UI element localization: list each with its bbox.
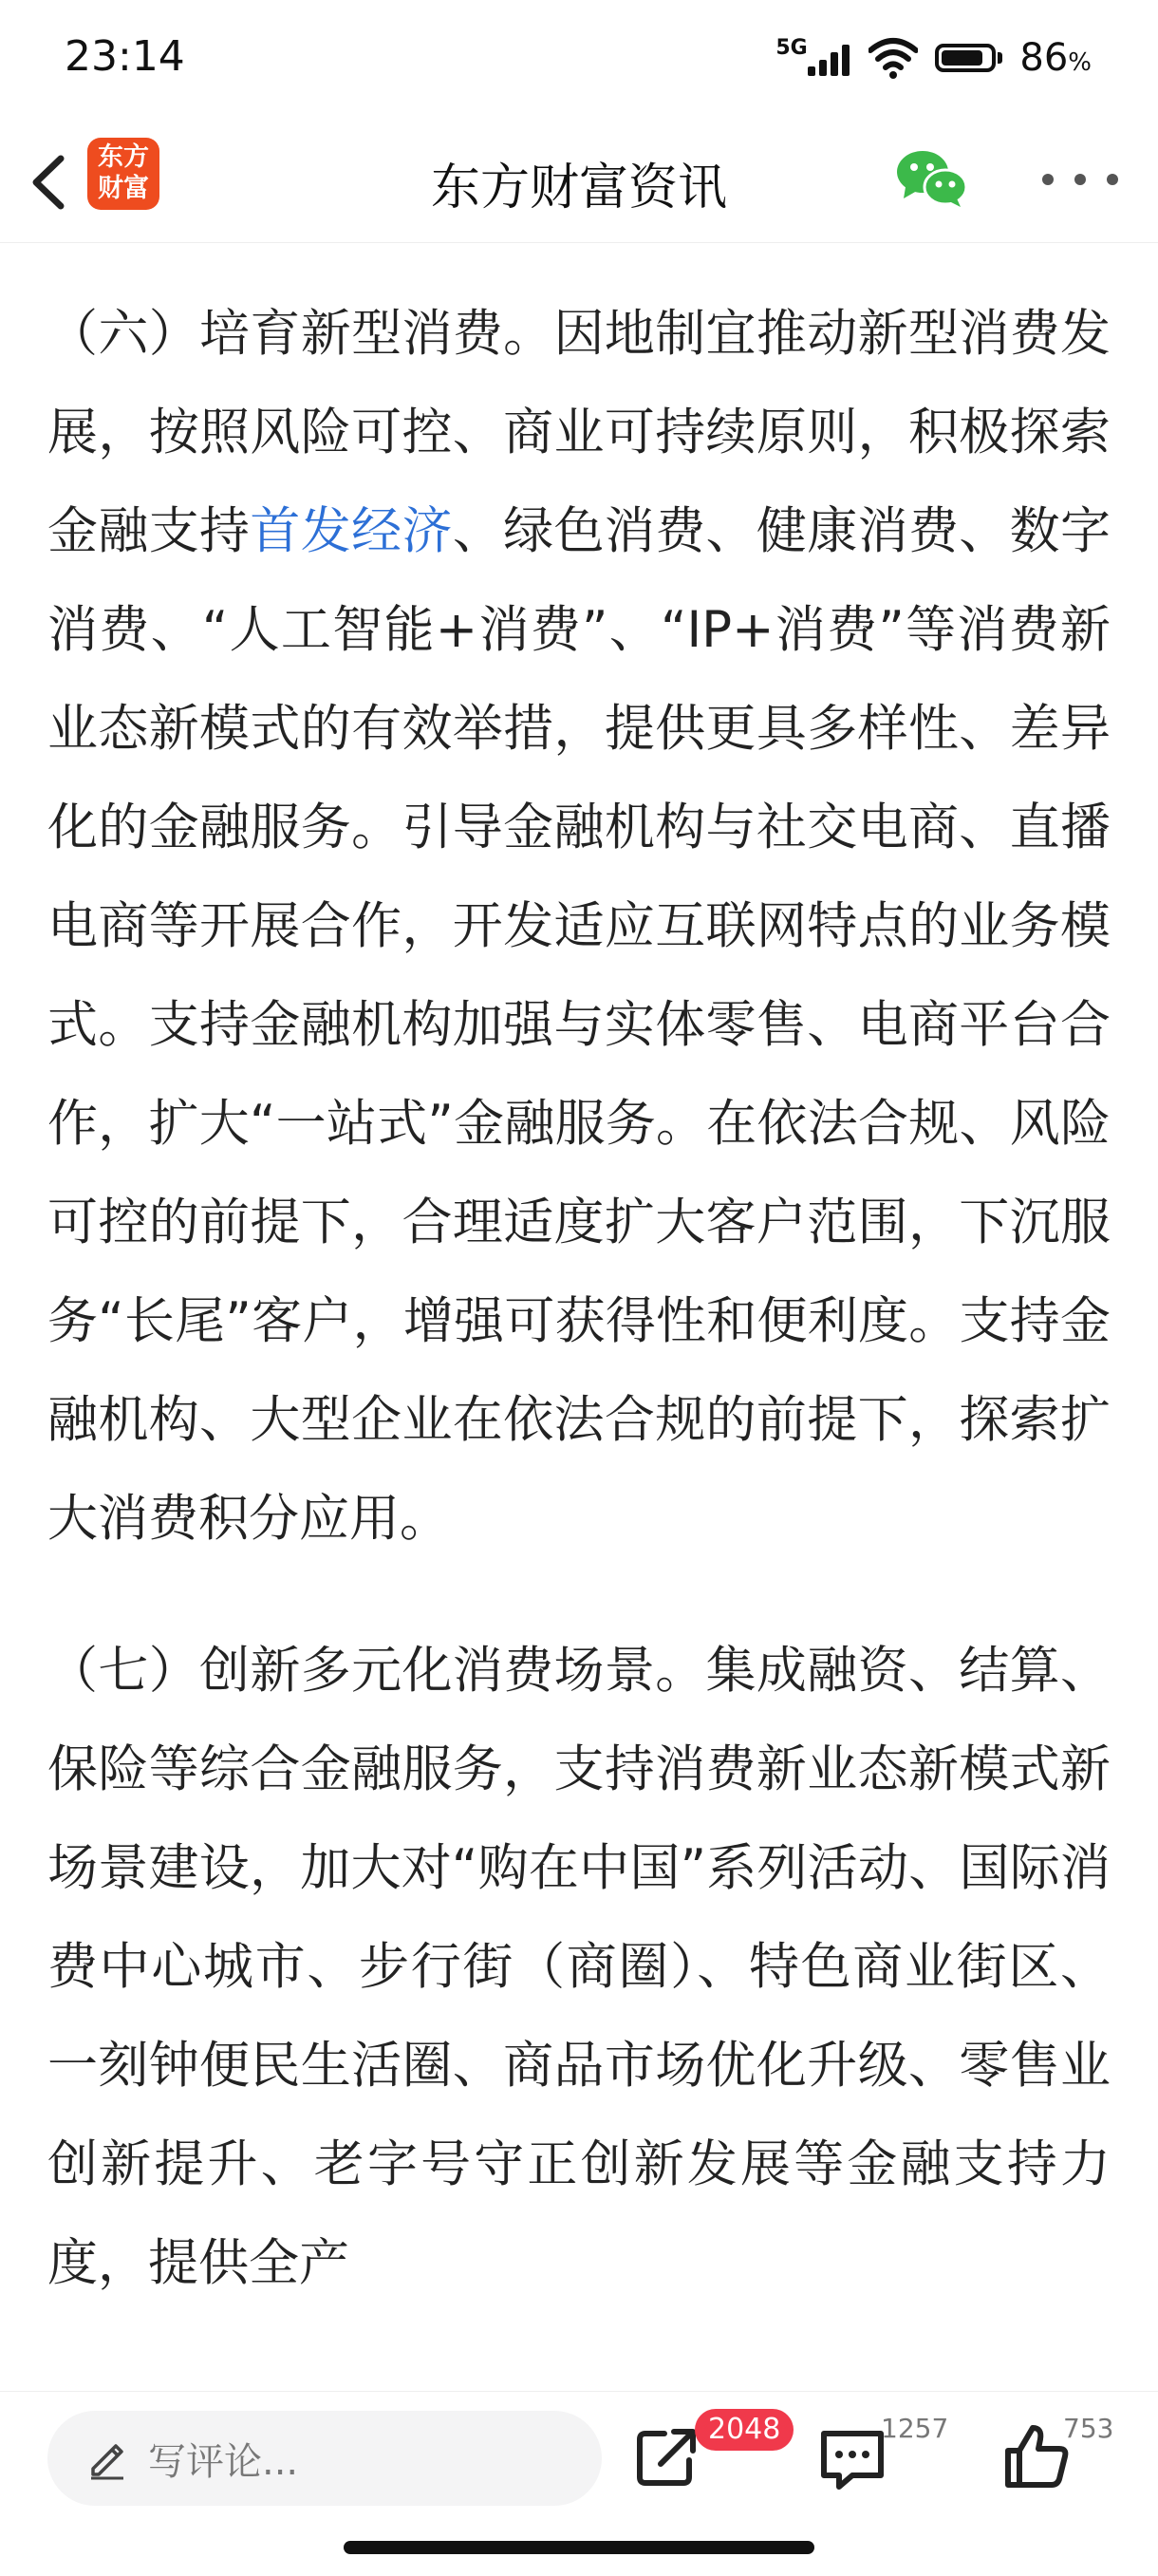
comment-input[interactable] [47,2411,602,2506]
status-time: 23:14 [65,32,185,81]
comment-icon[interactable] [814,2418,890,2494]
page-title: 东方财富资讯 [430,160,727,216]
wifi-icon [868,37,918,79]
more-options-icon[interactable] [1042,160,1118,198]
app-header [0,119,1158,243]
home-indicator[interactable] [344,2541,814,2554]
network-type: 5G [775,36,808,60]
cellular-signal-icon [775,36,851,80]
eastmoney-logo: 东方 财富 [87,138,159,210]
comment-placeholder: 写评论... [148,2439,299,2484]
battery-percent: 86% [1019,36,1092,80]
wechat-share-icon[interactable] [894,147,968,210]
status-bar [0,0,1158,119]
article-paragraph: （七）创新多元化消费场景。集成融资、结算、保险等综合金融服务，支持消费新业态新模式新场景建设，加大对“购在中国”系列活动、国际消费中心城市、步行街（商圈）、特色商业街区、一刻钟便民生活圈、商品市场优化升级、零售业创新提升、老字号守正创新发展等金融支持力度，提供全产 [47,1642,1111,2292]
keyword-link[interactable]: 首发经济 [250,502,453,560]
article-body [47,285,1111,2393]
share-count-badge: 2048 [695,2409,794,2451]
article-paragraph: （六）培育新型消费。因地制宜推动新型消费发展，按照风险可控、商业可持续原则，积极探索金融支持首发经济、绿色消费、健康消费、数字消费、“人工智能+消费”、“IP+消费”等消费新业态新模式的有效举措，提供更具多样性、差异化的金融服务。引导金融机构与社交电商、直播电商等开展合作，开发适应互联网特点的业务模式。支持金融机构加强与实体零售、电商平台合作，扩大“一站式”金融服务。在依法合规、风险可控的前提下，合理适度扩大客户范围，下沉服务“长尾”客户，增强可获得性和便利度。支持金融机构、大型企业在依法合规的前提下，探索扩大消费积分应用。 [47,305,1111,1548]
status-icons [775,34,1092,82]
like-count: 753 [1063,2413,1114,2444]
pencil-icon [85,2436,129,2480]
battery-icon [935,44,1002,72]
comment-count: 1257 [881,2413,949,2444]
